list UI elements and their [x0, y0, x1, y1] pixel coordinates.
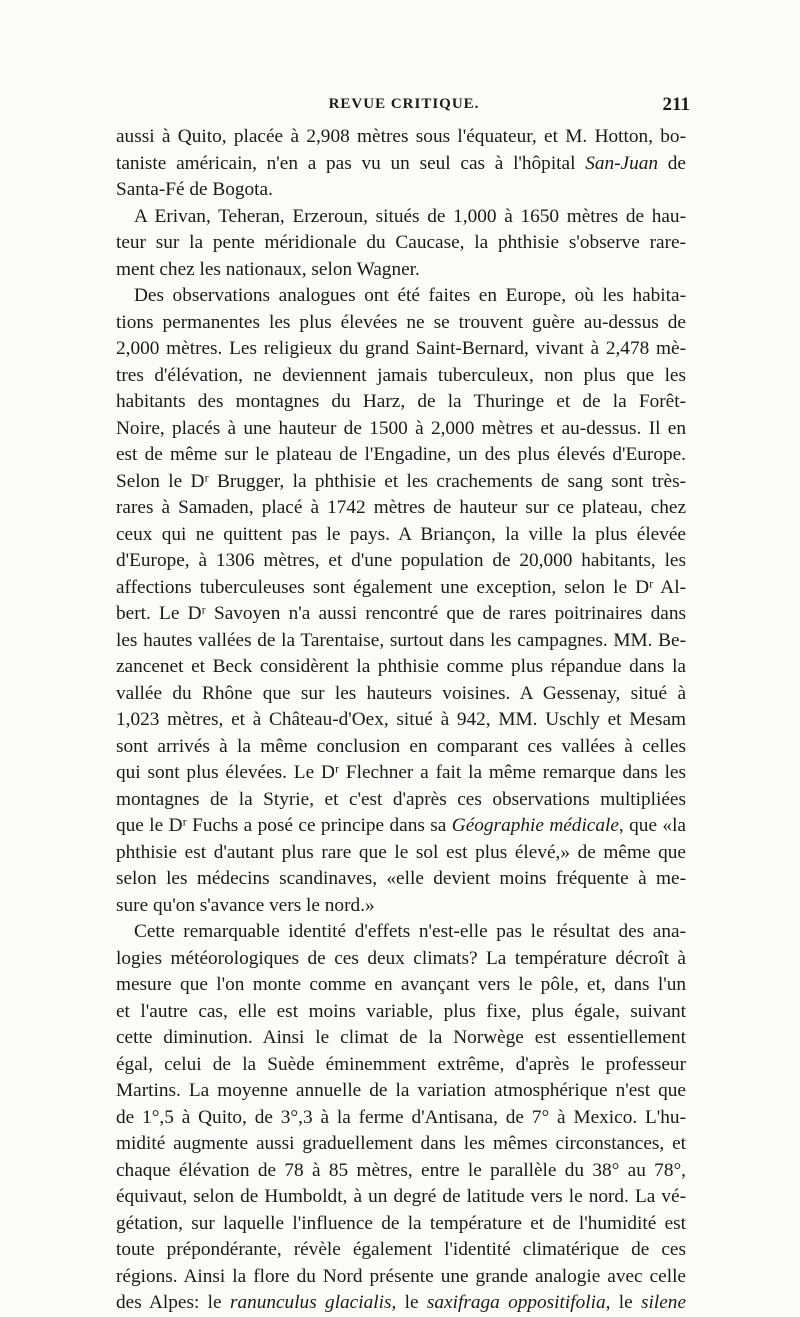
text-run: Des observations analogues ont été faites en Europe, où les habita-	[134, 285, 686, 306]
text-line	[116, 548, 686, 575]
text-run: 2,000 mètres. Les religieux du grand Saint-Bernard, vivant à 2,478 mè-	[116, 338, 686, 359]
text-run: tres d'élévation, ne deviennent jamais tuberculeux, non plus que les	[116, 364, 686, 386]
text-line	[116, 336, 686, 363]
text-line	[116, 151, 686, 178]
text-run: tions permanentes les plus élevées ne se trouvent guère au-dessus de	[116, 311, 686, 333]
text-line	[116, 654, 686, 681]
text-run: égal, celui de la Suède éminemment extrême, d'après le professeur	[116, 1053, 686, 1075]
text-run: des Alpes: le	[116, 1292, 230, 1313]
italic-term: Géographie médicale	[451, 815, 619, 836]
text-line	[116, 1290, 686, 1317]
text-line	[116, 469, 686, 496]
text-run: 1,023 mètres, et à Château-d'Oex, situé à 942, MM. Uschly et Mesam	[116, 709, 686, 730]
text-run: sont arrivés à la même conclusion en comparant ces vallées à celles	[116, 735, 686, 757]
text-line	[116, 177, 686, 204]
text-line	[116, 1131, 686, 1158]
text-run: d'Europe, à 1306 mètres, et d'une population de 20,000 habitants, les	[116, 550, 686, 571]
text-run: mesure que l'on monte comme en avançant vers le pôle, et, dans l'un	[116, 974, 686, 995]
text-line	[116, 1025, 686, 1052]
text-run: cette diminution. Ainsi le climat de la Norwège est essentiellement	[116, 1027, 686, 1048]
text-line	[116, 389, 686, 416]
text-run: de	[658, 152, 686, 174]
text-run: , le	[391, 1292, 427, 1313]
text-run: toute prépondérante, révèle également l'identité climatérique de ces	[116, 1239, 686, 1260]
text-run: régions. Ainsi la flore du Nord présente une grande analogie avec celle	[116, 1265, 686, 1287]
text-run: phthisie est d'autant plus rare que le sol est plus élevé,» de même que	[116, 841, 686, 863]
text-run: Selon le Dʳ Brugger, la phthisie et les crachements de sang sont très-	[116, 470, 686, 492]
text-line	[116, 760, 686, 787]
italic-term: San-Juan	[585, 152, 659, 174]
text-line	[116, 204, 686, 231]
text-line	[116, 124, 686, 151]
text-run: est de même sur le plateau de l'Engadine, un des plus élevés d'Europe.	[116, 444, 686, 465]
text-line	[116, 840, 686, 867]
text-line	[116, 601, 686, 628]
text-run: que le Dʳ Fuchs a posé ce principe dans sa	[116, 815, 452, 836]
text-run: sure qu'on s'avance vers le nord.»	[116, 894, 375, 916]
text-line	[116, 522, 686, 549]
text-line	[116, 813, 686, 840]
text-run: selon les médecins scandinaves, «elle devient moins fréquente à me-	[116, 868, 686, 889]
page-number: 211	[662, 94, 690, 115]
text-line	[116, 972, 686, 999]
text-run: de 1°,5 à Quito, de 3°,3 à la ferme d'Antisana, de 7° à Mexico. L'hu-	[116, 1106, 686, 1128]
text-line	[116, 1052, 686, 1079]
text-line	[116, 575, 686, 602]
text-run: et l'autre cas, elle est moins variable, plus fixe, plus égale, suivant	[116, 1000, 686, 1022]
running-head	[116, 96, 692, 120]
text-line	[116, 1211, 686, 1238]
text-run: , le	[605, 1292, 642, 1313]
text-run: Cette remarquable identité d'effets n'est-elle pas le résultat des ana-	[134, 921, 686, 942]
text-run: qui sont plus élevées. Le Dʳ Flechner a fait la même remarque dans les	[116, 762, 686, 783]
text-run: aussi à Quito, placée à 2,908 mètres sous l'équateur, et M. Hotton, bo-	[116, 126, 686, 147]
text-run: , que «la	[618, 815, 686, 836]
text-line	[116, 1237, 686, 1264]
text-line	[116, 230, 686, 257]
text-run: midité augmente aussi graduellement dans les mêmes circonstances, et	[116, 1133, 686, 1154]
text-line	[116, 734, 686, 761]
text-run: bert. Le Dʳ Savoyen n'a aussi rencontré que de rares poitrinaires dans	[116, 603, 686, 624]
text-run: Martins. La moyenne annuelle de la variation atmosphérique n'est que	[116, 1080, 686, 1101]
text-line	[116, 946, 686, 973]
text-run: équivaut, selon de Humboldt, à un degré de latitude vers le nord. La vé-	[116, 1186, 686, 1207]
text-line	[116, 283, 686, 310]
running-title: REVUE CRITIQUE.	[328, 96, 480, 112]
text-line	[116, 1184, 686, 1211]
text-run: teur sur la pente méridionale du Caucase, la phthisie s'observe rare-	[116, 232, 686, 253]
text-line	[116, 257, 686, 284]
italic-term: ranunculus glacialis	[229, 1292, 392, 1313]
text-run: affections tuberculeuses sont également une exception, selon le Dʳ Al-	[116, 576, 686, 598]
text-line	[116, 681, 686, 708]
text-run: Noire, placés à une hauteur de 1500 à 2,000 mètres et au-dessus. Il en	[116, 417, 686, 439]
text-run: A Erivan, Teheran, Erzeroun, situés de 1,000 à 1650 mètres de hau-	[134, 205, 686, 227]
text-line	[116, 919, 686, 946]
text-line	[116, 707, 686, 734]
text-line	[116, 442, 686, 469]
text-line	[116, 628, 686, 655]
text-run: taniste américain, n'en a pas vu un seul cas à l'hôpital	[116, 152, 586, 174]
text-line	[116, 893, 686, 920]
text-run: chaque élévation de 78 à 85 mètres, entre le parallèle du 38° au 78°,	[116, 1159, 686, 1181]
italic-term: silene	[641, 1292, 686, 1313]
body-text	[116, 124, 686, 1317]
text-line	[116, 999, 686, 1026]
text-run: rares à Samaden, placé à 1742 mètres de hauteur sur ce plateau, chez	[116, 497, 686, 518]
text-line	[116, 866, 686, 893]
text-line	[116, 416, 686, 443]
text-line	[116, 310, 686, 337]
text-line	[116, 1158, 686, 1185]
text-run: ment chez les nationaux, selon Wagner.	[116, 258, 420, 280]
text-run: les hautes vallées de la Tarentaise, surtout dans les campagnes. MM. Be-	[116, 629, 686, 651]
text-run: gétation, sur laquelle l'influence de la température et de l'humidité est	[116, 1212, 686, 1234]
text-line	[116, 1078, 686, 1105]
text-line	[116, 495, 686, 522]
text-line	[116, 1264, 686, 1291]
text-run: logies météorologiques de ces deux climats? La température décroît à	[116, 947, 686, 969]
text-run: zancenet et Beck considèrent la phthisie comme plus répandue dans la	[116, 656, 686, 677]
text-run: Santa-Fé de Bogota.	[116, 179, 273, 200]
text-run: ceux qui ne quittent pas le pays. A Briançon, la ville la plus élevée	[116, 523, 686, 545]
text-line	[116, 363, 686, 390]
text-line	[116, 1105, 686, 1132]
italic-term: saxifraga oppositifolia	[426, 1292, 606, 1313]
text-run: habitants des montagnes du Harz, de la Thuringe et de la Forêt-	[116, 391, 686, 412]
text-run: montagnes de la Styrie, et c'est d'après ces observations multipliées	[116, 788, 686, 810]
text-run: vallée du Rhône que sur les hauteurs voisines. A Gessenay, situé à	[116, 682, 686, 704]
text-line	[116, 787, 686, 814]
